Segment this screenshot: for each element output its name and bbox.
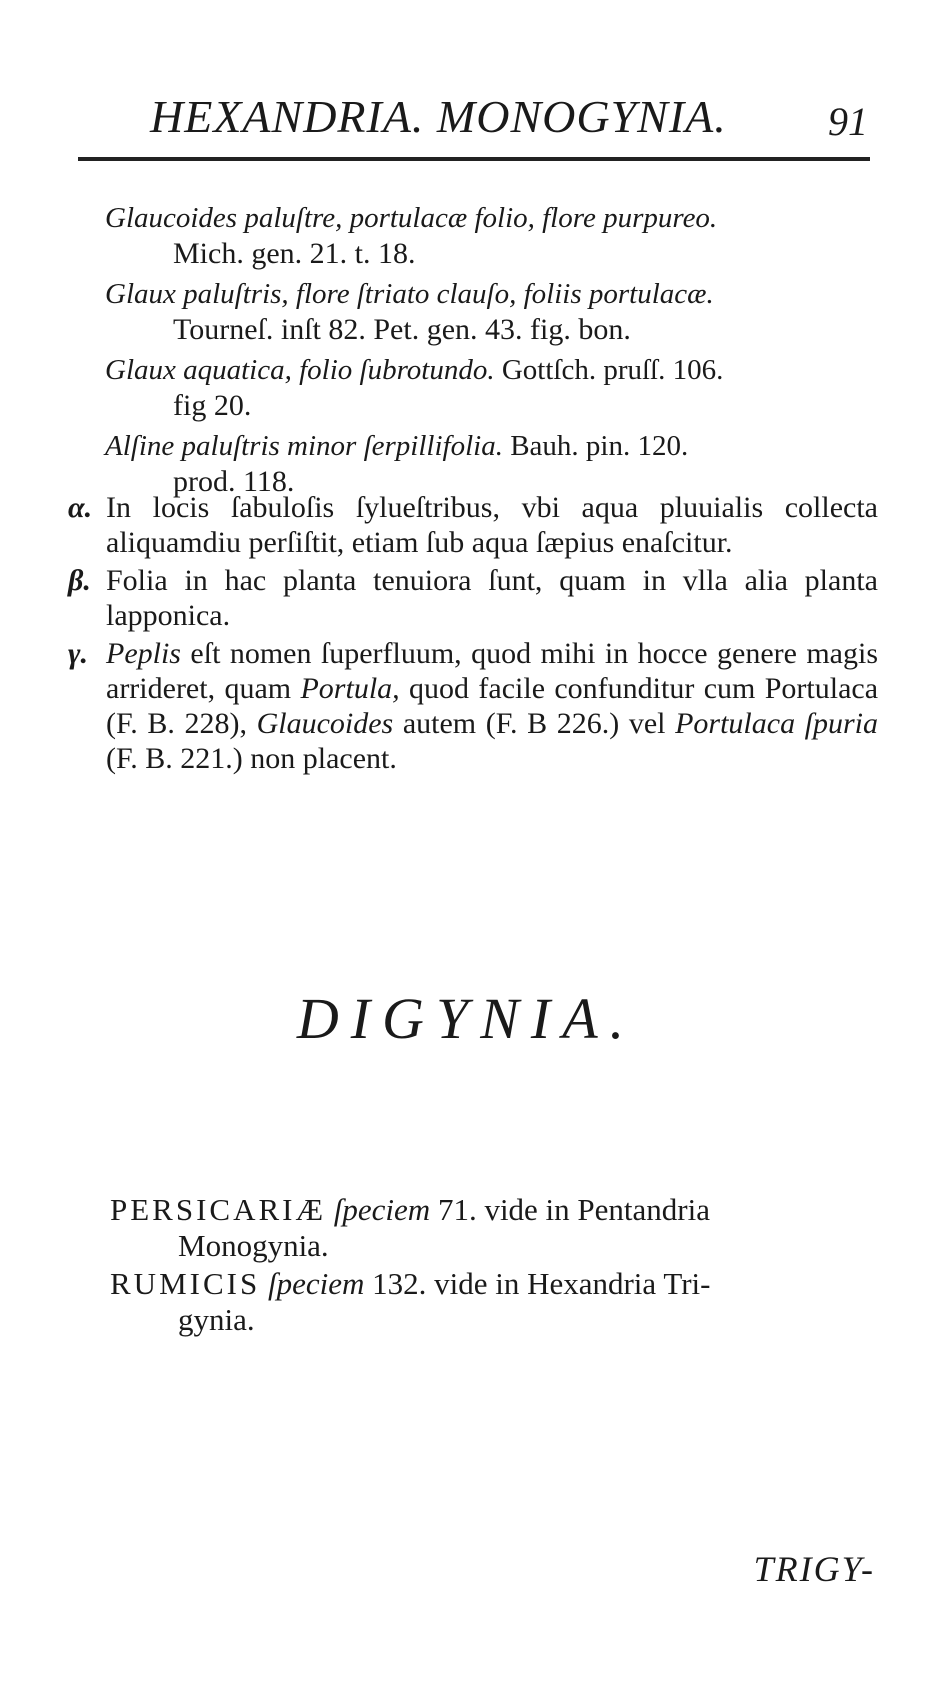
synonym-name: Glaux paluſtris, flore ſtriato clauſo, foliis portulacæ. [105, 278, 714, 310]
header-rule [78, 157, 870, 161]
note-term: Peplis [106, 637, 181, 670]
reference-species-word: ſpeciem [267, 1266, 365, 1301]
note-text: eſt nomen ſuperfluum, quod mihi in hocce genere magis arrideret, quam [106, 637, 879, 705]
reference-genus: PERSICARIÆ [110, 1192, 327, 1227]
synonym-reference: Mich. gen. 21. t. 18. [173, 237, 416, 270]
note-marker: γ. [68, 637, 88, 670]
reference-genus: RUMICIS [110, 1266, 261, 1301]
cross-reference [110, 1266, 880, 1338]
note-marker: β. [68, 564, 91, 597]
reference-number: 132. [372, 1266, 427, 1301]
note-text: autem (F. B 226.) vel [402, 707, 666, 740]
reference-species-word: ſpeciem [333, 1192, 431, 1227]
reference-continuation: gynia. [178, 1302, 255, 1337]
note-text: quod facile confunditur cum Portulaca (F. B. 228), [106, 672, 879, 740]
synonym-entry [105, 352, 875, 424]
note-term: Portulaca ſpuria [675, 707, 879, 740]
note-term: Portula, [300, 672, 400, 705]
synonym-reference: prod. 118. [173, 465, 295, 498]
section-title: DIGYNIA. [296, 986, 637, 1051]
page-header [150, 90, 870, 150]
note-text: Folia in hac planta tenuiora ſunt, quam in vlla alia planta lapponica. [106, 564, 878, 632]
cross-references [110, 1192, 880, 1340]
note-term: Glaucoides [256, 707, 394, 740]
synonym-reference-inline: Gottſch. pruſſ. 106. [501, 354, 724, 386]
synonym-name: Alſine paluſtris minor ſerpillifolia. [105, 430, 503, 462]
synonym-entry [105, 276, 875, 348]
synonym-name: Glaux aquatica, folio ſubrotundo. [105, 354, 495, 386]
note-marker: α. [68, 491, 93, 524]
note-text: (F. B. 221.) non placent. [106, 742, 397, 775]
synonym-reference: fig 20. [173, 389, 252, 422]
observation-notes [68, 490, 878, 779]
cross-reference [110, 1192, 880, 1264]
note-gamma [68, 636, 878, 776]
catchword: TRIGY- [753, 1549, 875, 1589]
running-title: HEXANDRIA. MONOGYNIA. [150, 91, 727, 142]
note-beta [68, 563, 878, 633]
reference-continuation: Monogynia. [178, 1228, 329, 1263]
note-alpha [68, 490, 878, 560]
reference-number: 71. [437, 1192, 477, 1227]
synonym-entry [105, 200, 875, 272]
reference-text: vide in Pentandria [484, 1192, 710, 1227]
page-number: 91 [828, 99, 868, 144]
synonym-reference-inline: Bauh. pin. 120. [510, 430, 689, 462]
synonym-reference: Tourneſ. inſt 82. Pet. gen. 43. fig. bon. [173, 313, 631, 346]
note-text: In locis ſabuloſis ſylueſtribus, vbi aqua pluuialis collecta aliquamdiu perſiſtit, etiam ſub aqua ſæpius enaſcitur. [106, 491, 878, 559]
synonym-name: Glaucoides paluſtre, portulacæ folio, flore purpureo. [105, 202, 718, 234]
synonym-list [105, 200, 875, 504]
reference-text: vide in Hexandria Tri- [434, 1266, 711, 1301]
